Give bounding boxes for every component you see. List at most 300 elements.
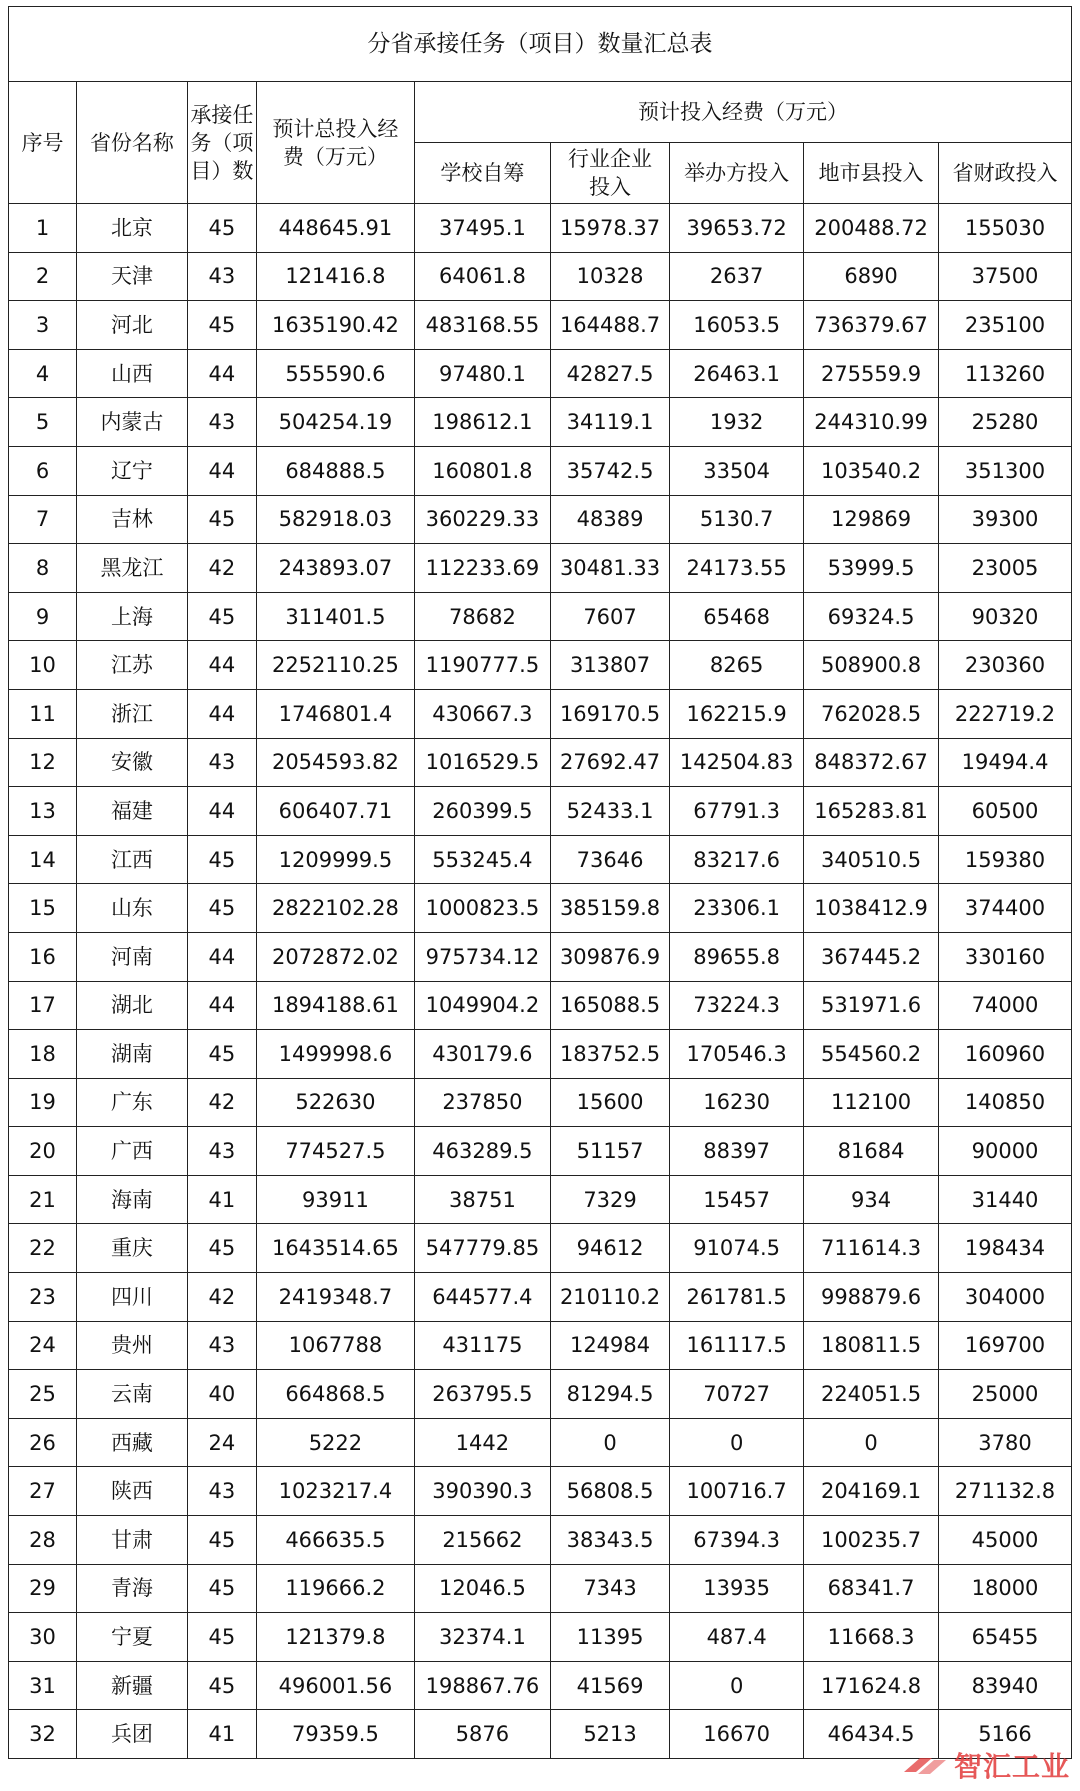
cell-province: 陕西: [77, 1467, 188, 1516]
cell-total: 582918.03: [256, 495, 414, 544]
cell-seq: 18: [9, 1030, 77, 1079]
cell-provincial: 5166: [939, 1710, 1072, 1759]
cell-school: 463289.5: [414, 1127, 550, 1176]
cell-sponsor: 1932: [670, 398, 804, 447]
cell-seq: 17: [9, 981, 77, 1030]
cell-local: 180811.5: [804, 1321, 939, 1370]
cell-province: 贵州: [77, 1321, 188, 1370]
cell-tasks: 41: [187, 1710, 256, 1759]
header-province: 省份名称: [77, 82, 188, 204]
cell-sponsor: 33504: [670, 446, 804, 495]
cell-tasks: 45: [187, 835, 256, 884]
cell-sponsor: 0: [670, 1418, 804, 1467]
cell-seq: 1: [9, 204, 77, 253]
cell-seq: 20: [9, 1127, 77, 1176]
cell-school: 12046.5: [414, 1564, 550, 1613]
cell-school: 260399.5: [414, 787, 550, 836]
cell-total: 664868.5: [256, 1370, 414, 1419]
cell-industry: 34119.1: [550, 398, 669, 447]
cell-provincial: 113260: [939, 349, 1072, 398]
cell-industry: 41569: [550, 1661, 669, 1710]
cell-school: 5876: [414, 1710, 550, 1759]
cell-local: 165283.81: [804, 787, 939, 836]
cell-provincial: 19494.4: [939, 738, 1072, 787]
cell-tasks: 24: [187, 1418, 256, 1467]
cell-seq: 13: [9, 787, 77, 836]
cell-provincial: 271132.8: [939, 1467, 1072, 1516]
cell-seq: 28: [9, 1516, 77, 1565]
table-row: [9, 1321, 1072, 1370]
cell-tasks: 43: [187, 252, 256, 301]
cell-provincial: 374400: [939, 884, 1072, 933]
cell-provincial: 18000: [939, 1564, 1072, 1613]
cell-local: 340510.5: [804, 835, 939, 884]
cell-sponsor: 100716.7: [670, 1467, 804, 1516]
cell-local: 68341.7: [804, 1564, 939, 1613]
cell-province: 西藏: [77, 1418, 188, 1467]
cell-industry: 35742.5: [550, 446, 669, 495]
cell-tasks: 42: [187, 544, 256, 593]
cell-local: 100235.7: [804, 1516, 939, 1565]
table-row: [9, 738, 1072, 787]
cell-provincial: 37500: [939, 252, 1072, 301]
cell-sponsor: 161117.5: [670, 1321, 804, 1370]
cell-province: 重庆: [77, 1224, 188, 1273]
cell-seq: 27: [9, 1467, 77, 1516]
cell-sponsor: 24173.55: [670, 544, 804, 593]
table-row: [9, 349, 1072, 398]
cell-school: 390390.3: [414, 1467, 550, 1516]
cell-tasks: 45: [187, 1661, 256, 1710]
cell-industry: 81294.5: [550, 1370, 669, 1419]
cell-sponsor: 8265: [670, 641, 804, 690]
cell-local: 112100: [804, 1078, 939, 1127]
cell-tasks: 44: [187, 932, 256, 981]
cell-industry: 164488.7: [550, 301, 669, 350]
cell-total: 522630: [256, 1078, 414, 1127]
cell-industry: 165088.5: [550, 981, 669, 1030]
cell-industry: 183752.5: [550, 1030, 669, 1079]
cell-sponsor: 5130.7: [670, 495, 804, 544]
cell-seq: 32: [9, 1710, 77, 1759]
cell-school: 431175: [414, 1321, 550, 1370]
cell-industry: 73646: [550, 835, 669, 884]
cell-school: 430179.6: [414, 1030, 550, 1079]
cell-local: 171624.8: [804, 1661, 939, 1710]
cell-sponsor: 13935: [670, 1564, 804, 1613]
cell-local: 46434.5: [804, 1710, 939, 1759]
cell-seq: 2: [9, 252, 77, 301]
cell-seq: 12: [9, 738, 77, 787]
cell-total: 1023217.4: [256, 1467, 414, 1516]
cell-school: 97480.1: [414, 349, 550, 398]
cell-tasks: 45: [187, 1224, 256, 1273]
cell-sponsor: 16230: [670, 1078, 804, 1127]
table-row: [9, 1467, 1072, 1516]
cell-school: 1016529.5: [414, 738, 550, 787]
watermark-logo-icon: [902, 1752, 948, 1778]
cell-total: 466635.5: [256, 1516, 414, 1565]
cell-province: 广东: [77, 1078, 188, 1127]
cell-tasks: 42: [187, 1078, 256, 1127]
cell-school: 1190777.5: [414, 641, 550, 690]
cell-seq: 9: [9, 592, 77, 641]
cell-local: 224051.5: [804, 1370, 939, 1419]
cell-tasks: 45: [187, 204, 256, 253]
cell-total: 684888.5: [256, 446, 414, 495]
cell-tasks: 45: [187, 495, 256, 544]
cell-seq: 29: [9, 1564, 77, 1613]
header-tasks: 承接任务（项目）数: [187, 82, 256, 204]
cell-local: 204169.1: [804, 1467, 939, 1516]
cell-school: 360229.33: [414, 495, 550, 544]
cell-tasks: 45: [187, 884, 256, 933]
cell-local: 0: [804, 1418, 939, 1467]
cell-sponsor: 89655.8: [670, 932, 804, 981]
cell-sponsor: 142504.83: [670, 738, 804, 787]
cell-sponsor: 162215.9: [670, 689, 804, 738]
cell-tasks: 45: [187, 1516, 256, 1565]
header-school-self-raised: 学校自筹: [414, 143, 550, 204]
cell-total: 504254.19: [256, 398, 414, 447]
cell-provincial: 222719.2: [939, 689, 1072, 738]
cell-seq: 23: [9, 1273, 77, 1322]
cell-school: 1000823.5: [414, 884, 550, 933]
cell-total: 606407.71: [256, 787, 414, 836]
cell-seq: 7: [9, 495, 77, 544]
cell-industry: 210110.2: [550, 1273, 669, 1322]
cell-total: 1635190.42: [256, 301, 414, 350]
table-row: [9, 1516, 1072, 1565]
cell-school: 975734.12: [414, 932, 550, 981]
table-row: [9, 1370, 1072, 1419]
table-row: [9, 592, 1072, 641]
cell-provincial: 3780: [939, 1418, 1072, 1467]
header-total-investment: 预计总投入经费（万元）: [256, 82, 414, 204]
cell-industry: 7607: [550, 592, 669, 641]
table-row: [9, 641, 1072, 690]
table-row: [9, 1175, 1072, 1224]
cell-sponsor: 0: [670, 1661, 804, 1710]
cell-seq: 10: [9, 641, 77, 690]
cell-school: 1049904.2: [414, 981, 550, 1030]
cell-province: 河南: [77, 932, 188, 981]
cell-local: 1038412.9: [804, 884, 939, 933]
table-row: [9, 1613, 1072, 1662]
cell-total: 121416.8: [256, 252, 414, 301]
cell-industry: 7329: [550, 1175, 669, 1224]
cell-industry: 30481.33: [550, 544, 669, 593]
cell-provincial: 155030: [939, 204, 1072, 253]
cell-tasks: 45: [187, 1613, 256, 1662]
cell-provincial: 25280: [939, 398, 1072, 447]
cell-industry: 15978.37: [550, 204, 669, 253]
cell-total: 1067788: [256, 1321, 414, 1370]
cell-sponsor: 2637: [670, 252, 804, 301]
cell-seq: 8: [9, 544, 77, 593]
cell-total: 1746801.4: [256, 689, 414, 738]
cell-local: 200488.72: [804, 204, 939, 253]
cell-provincial: 25000: [939, 1370, 1072, 1419]
cell-industry: 27692.47: [550, 738, 669, 787]
cell-local: 69324.5: [804, 592, 939, 641]
cell-total: 93911: [256, 1175, 414, 1224]
cell-industry: 169170.5: [550, 689, 669, 738]
watermark: [870, 1745, 1070, 1785]
cell-province: 吉林: [77, 495, 188, 544]
cell-total: 2822102.28: [256, 884, 414, 933]
cell-local: 244310.99: [804, 398, 939, 447]
cell-seq: 19: [9, 1078, 77, 1127]
cell-local: 554560.2: [804, 1030, 939, 1079]
cell-province: 海南: [77, 1175, 188, 1224]
cell-province: 湖南: [77, 1030, 188, 1079]
cell-school: 112233.69: [414, 544, 550, 593]
table-row: [9, 446, 1072, 495]
table-row: [9, 1127, 1072, 1176]
cell-industry: 15600: [550, 1078, 669, 1127]
cell-total: 121379.8: [256, 1613, 414, 1662]
cell-sponsor: 16053.5: [670, 301, 804, 350]
watermark-text: 智汇工业: [953, 1750, 1070, 1783]
cell-total: 2252110.25: [256, 641, 414, 690]
cell-provincial: 60500: [939, 787, 1072, 836]
cell-industry: 7343: [550, 1564, 669, 1613]
cell-tasks: 42: [187, 1273, 256, 1322]
cell-industry: 309876.9: [550, 932, 669, 981]
table-row: [9, 252, 1072, 301]
cell-local: 275559.9: [804, 349, 939, 398]
summary-table: [8, 6, 1072, 1759]
cell-tasks: 44: [187, 446, 256, 495]
table-row: [9, 301, 1072, 350]
cell-province: 天津: [77, 252, 188, 301]
cell-seq: 6: [9, 446, 77, 495]
cell-seq: 22: [9, 1224, 77, 1273]
cell-province: 浙江: [77, 689, 188, 738]
header-seq: 序号: [9, 82, 77, 204]
cell-industry: 52433.1: [550, 787, 669, 836]
cell-province: 云南: [77, 1370, 188, 1419]
cell-province: 福建: [77, 787, 188, 836]
cell-province: 黑龙江: [77, 544, 188, 593]
cell-school: 32374.1: [414, 1613, 550, 1662]
table-row: [9, 1418, 1072, 1467]
cell-tasks: 44: [187, 349, 256, 398]
cell-province: 江西: [77, 835, 188, 884]
cell-sponsor: 170546.3: [670, 1030, 804, 1079]
cell-province: 山西: [77, 349, 188, 398]
cell-provincial: 304000: [939, 1273, 1072, 1322]
cell-seq: 25: [9, 1370, 77, 1419]
table-row: [9, 1078, 1072, 1127]
cell-local: 711614.3: [804, 1224, 939, 1273]
table-row: [9, 1564, 1072, 1613]
cell-provincial: 140850: [939, 1078, 1072, 1127]
cell-seq: 26: [9, 1418, 77, 1467]
cell-local: 81684: [804, 1127, 939, 1176]
table-row: [9, 1273, 1072, 1322]
table-row: [9, 932, 1072, 981]
cell-seq: 30: [9, 1613, 77, 1662]
cell-local: 848372.67: [804, 738, 939, 787]
cell-tasks: 44: [187, 787, 256, 836]
cell-total: 774527.5: [256, 1127, 414, 1176]
cell-industry: 5213: [550, 1710, 669, 1759]
cell-province: 内蒙古: [77, 398, 188, 447]
table-row: [9, 1224, 1072, 1273]
header-investment-group: 预计投入经费（万元）: [414, 82, 1071, 143]
cell-local: 6890: [804, 252, 939, 301]
cell-seq: 15: [9, 884, 77, 933]
cell-provincial: 230360: [939, 641, 1072, 690]
cell-total: 1894188.61: [256, 981, 414, 1030]
cell-provincial: 39300: [939, 495, 1072, 544]
cell-province: 甘肃: [77, 1516, 188, 1565]
table-row: [9, 884, 1072, 933]
cell-total: 79359.5: [256, 1710, 414, 1759]
cell-province: 江苏: [77, 641, 188, 690]
cell-industry: 124984: [550, 1321, 669, 1370]
cell-industry: 51157: [550, 1127, 669, 1176]
cell-local: 998879.6: [804, 1273, 939, 1322]
cell-total: 555590.6: [256, 349, 414, 398]
cell-local: 531971.6: [804, 981, 939, 1030]
cell-school: 160801.8: [414, 446, 550, 495]
cell-province: 辽宁: [77, 446, 188, 495]
cell-local: 762028.5: [804, 689, 939, 738]
cell-school: 64061.8: [414, 252, 550, 301]
cell-local: 103540.2: [804, 446, 939, 495]
cell-seq: 11: [9, 689, 77, 738]
cell-province: 北京: [77, 204, 188, 253]
cell-school: 644577.4: [414, 1273, 550, 1322]
cell-school: 37495.1: [414, 204, 550, 253]
cell-tasks: 43: [187, 398, 256, 447]
cell-total: 2419348.7: [256, 1273, 414, 1322]
table-row: [9, 689, 1072, 738]
cell-provincial: 45000: [939, 1516, 1072, 1565]
cell-sponsor: 70727: [670, 1370, 804, 1419]
cell-industry: 11395: [550, 1613, 669, 1662]
cell-provincial: 160960: [939, 1030, 1072, 1079]
cell-industry: 385159.8: [550, 884, 669, 933]
cell-seq: 21: [9, 1175, 77, 1224]
cell-sponsor: 39653.72: [670, 204, 804, 253]
cell-industry: 94612: [550, 1224, 669, 1273]
cell-total: 243893.07: [256, 544, 414, 593]
table-row: [9, 1661, 1072, 1710]
cell-school: 430667.3: [414, 689, 550, 738]
cell-industry: 0: [550, 1418, 669, 1467]
cell-province: 青海: [77, 1564, 188, 1613]
cell-sponsor: 83217.6: [670, 835, 804, 884]
cell-provincial: 31440: [939, 1175, 1072, 1224]
cell-provincial: 23005: [939, 544, 1072, 593]
cell-province: 兵团: [77, 1710, 188, 1759]
table-row: [9, 835, 1072, 884]
cell-school: 198867.76: [414, 1661, 550, 1710]
table-title: 分省承接任务（项目）数量汇总表: [9, 7, 1072, 82]
cell-school: 263795.5: [414, 1370, 550, 1419]
table-row: [9, 787, 1072, 836]
cell-total: 2054593.82: [256, 738, 414, 787]
cell-tasks: 45: [187, 592, 256, 641]
cell-tasks: 43: [187, 1321, 256, 1370]
cell-school: 553245.4: [414, 835, 550, 884]
cell-school: 547779.85: [414, 1224, 550, 1273]
cell-local: 129869: [804, 495, 939, 544]
cell-total: 1209999.5: [256, 835, 414, 884]
table-body: [9, 204, 1072, 1759]
cell-sponsor: 26463.1: [670, 349, 804, 398]
cell-province: 新疆: [77, 1661, 188, 1710]
cell-provincial: 90320: [939, 592, 1072, 641]
cell-sponsor: 261781.5: [670, 1273, 804, 1322]
cell-tasks: 45: [187, 1030, 256, 1079]
cell-industry: 42827.5: [550, 349, 669, 398]
cell-tasks: 43: [187, 738, 256, 787]
cell-sponsor: 487.4: [670, 1613, 804, 1662]
cell-total: 448645.91: [256, 204, 414, 253]
cell-tasks: 44: [187, 981, 256, 1030]
cell-province: 上海: [77, 592, 188, 641]
cell-school: 38751: [414, 1175, 550, 1224]
cell-tasks: 45: [187, 1564, 256, 1613]
cell-sponsor: 73224.3: [670, 981, 804, 1030]
cell-sponsor: 91074.5: [670, 1224, 804, 1273]
cell-tasks: 43: [187, 1467, 256, 1516]
table-row: [9, 398, 1072, 447]
cell-provincial: 198434: [939, 1224, 1072, 1273]
cell-province: 湖北: [77, 981, 188, 1030]
cell-province: 山东: [77, 884, 188, 933]
header-local-government: 地市县投入: [804, 143, 939, 204]
cell-provincial: 83940: [939, 1661, 1072, 1710]
cell-provincial: 90000: [939, 1127, 1072, 1176]
cell-industry: 56808.5: [550, 1467, 669, 1516]
cell-industry: 10328: [550, 252, 669, 301]
table-row: [9, 544, 1072, 593]
header-provincial-finance: 省财政投入: [939, 143, 1072, 204]
cell-provincial: 159380: [939, 835, 1072, 884]
cell-total: 496001.56: [256, 1661, 414, 1710]
cell-provincial: 235100: [939, 301, 1072, 350]
cell-school: 215662: [414, 1516, 550, 1565]
cell-industry: 38343.5: [550, 1516, 669, 1565]
cell-seq: 16: [9, 932, 77, 981]
cell-provincial: 169700: [939, 1321, 1072, 1370]
cell-tasks: 45: [187, 301, 256, 350]
cell-provincial: 65455: [939, 1613, 1072, 1662]
cell-total: 119666.2: [256, 1564, 414, 1613]
cell-school: 78682: [414, 592, 550, 641]
cell-local: 934: [804, 1175, 939, 1224]
header-sponsor: 举办方投入: [670, 143, 804, 204]
cell-sponsor: 15457: [670, 1175, 804, 1224]
cell-total: 1499998.6: [256, 1030, 414, 1079]
cell-tasks: 41: [187, 1175, 256, 1224]
cell-provincial: 74000: [939, 981, 1072, 1030]
cell-total: 1643514.65: [256, 1224, 414, 1273]
cell-local: 11668.3: [804, 1613, 939, 1662]
cell-sponsor: 65468: [670, 592, 804, 641]
cell-province: 宁夏: [77, 1613, 188, 1662]
cell-school: 483168.55: [414, 301, 550, 350]
cell-local: 736379.67: [804, 301, 939, 350]
cell-sponsor: 23306.1: [670, 884, 804, 933]
summary-sheet: [8, 6, 1072, 1759]
